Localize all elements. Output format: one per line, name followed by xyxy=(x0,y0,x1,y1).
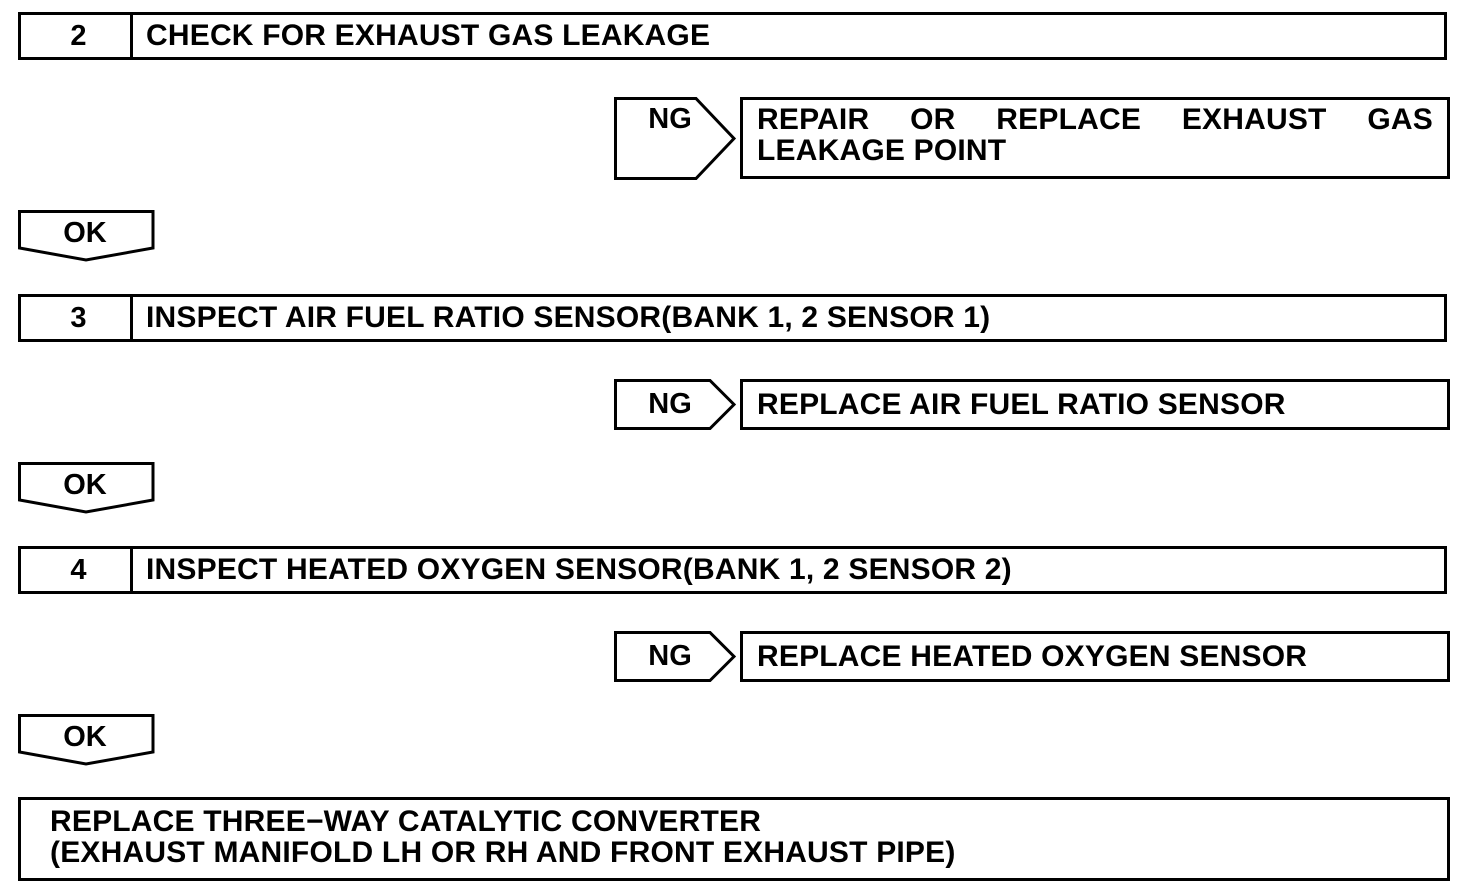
word: REPLACE xyxy=(996,103,1142,136)
ng-action-box xyxy=(740,631,1450,682)
step-title: CHECK FOR EXHAUST GAS LEAKAGE xyxy=(146,19,711,52)
ng-action-box xyxy=(740,379,1450,430)
ok-label: OK xyxy=(63,217,107,249)
final-action-line-1: REPLACE THREE−WAY CATALYTIC CONVERTER xyxy=(50,805,762,838)
word: OR xyxy=(910,103,956,136)
final-action-box xyxy=(18,797,1450,881)
ng-action-text: REPLACE AIR FUEL RATIO SENSOR xyxy=(757,387,1286,421)
ok-label: OK xyxy=(63,721,107,753)
ok-arrow xyxy=(18,714,156,766)
final-action-line-2: (EXHAUST MANIFOLD LH OR RH AND FRONT EXHAUST PIPE) xyxy=(50,836,956,869)
ng-action-line-2: LEAKAGE POINT xyxy=(757,134,1007,167)
ng-arrow xyxy=(614,379,738,431)
ok-arrow xyxy=(18,462,156,514)
ng-label: NG xyxy=(648,103,692,135)
ng-action-text: REPLACE HEATED OXYGEN SENSOR xyxy=(757,639,1308,673)
step-number: 4 xyxy=(21,549,133,591)
step-title: INSPECT AIR FUEL RATIO SENSOR(BANK 1, 2 SENSOR 1) xyxy=(146,301,991,334)
ng-action-box xyxy=(740,97,1450,179)
ng-arrow xyxy=(614,97,738,181)
ng-label: NG xyxy=(648,388,692,420)
step-2-box xyxy=(18,12,1447,60)
ok-arrow xyxy=(18,210,156,262)
step-4-box xyxy=(18,546,1447,594)
ok-label: OK xyxy=(63,469,107,501)
step-title: INSPECT HEATED OXYGEN SENSOR(BANK 1, 2 SENSOR 2) xyxy=(146,553,1012,586)
ng-label: NG xyxy=(648,640,692,672)
ng-action-line-1 xyxy=(757,104,1433,135)
word: REPAIR xyxy=(757,103,870,136)
step-number: 2 xyxy=(21,15,133,57)
step-number: 3 xyxy=(21,297,133,339)
ng-arrow xyxy=(614,631,738,683)
word: EXHAUST xyxy=(1181,103,1327,136)
step-3-box xyxy=(18,294,1447,342)
word: GAS xyxy=(1367,103,1433,136)
